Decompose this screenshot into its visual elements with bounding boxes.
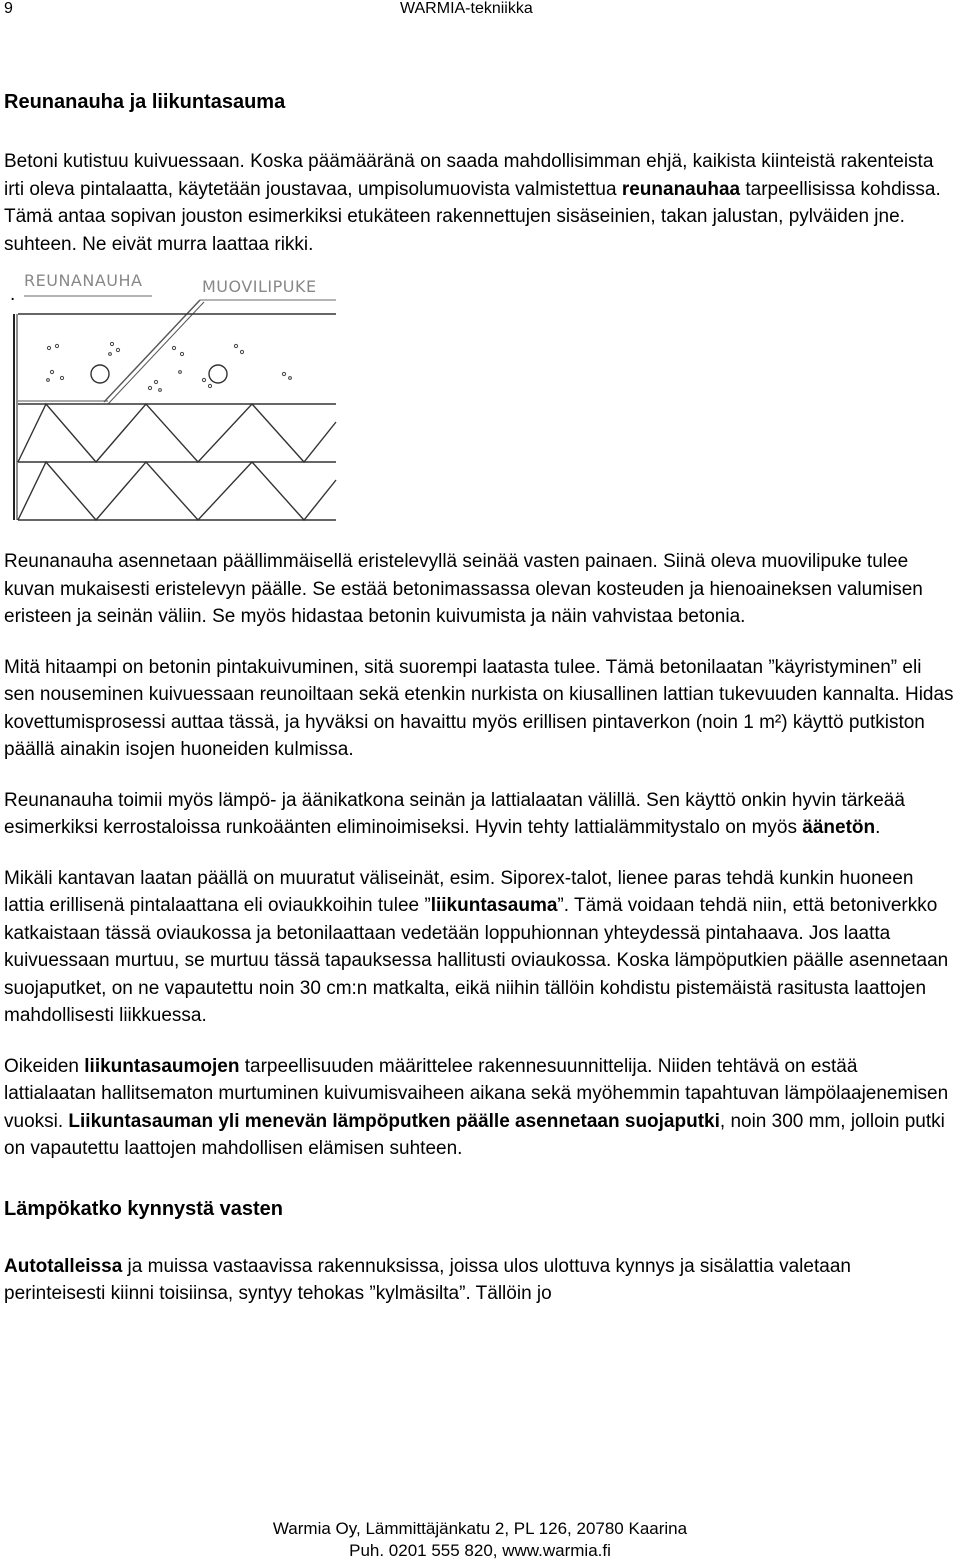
paragraph-sound-insulation [4,787,954,842]
paragraph-garage [4,1253,954,1308]
section-heading: Lämpökatko kynnystä vasten [4,1197,283,1220]
page-content [4,88,954,1308]
edge-strip-diagram [4,262,954,528]
header-title: WARMIA-tekniikka [400,0,533,17]
bold-term: Autotalleissa [4,1255,123,1277]
text-run: Reunanauha toimii myös lämpö- ja äänikatkona seinän ja lattialaatan välillä. Sen käyttö onkin hyvin tärkeää esimerkiksi kerrostaloissa runkoäänten eliminoimiseksi. Hyvin tehty lattialämmitystalo on myös [4,789,905,838]
label-reunanauha: REUNANAUHA [24,271,143,290]
text-run: ”. Tämä voidaan tehdä niin, että betoniverkko katkaistaan tässä oviaukossa ja betonilaattaan vedetään loppuhionnan yhteydessä pintahaava. Jos laatta kuivuessaan murtuu, se murtuu tässä tapauksessa hallitusti oviaukossa. Koska lämpöputkien päälle asennetaan suojaputket, on ne vapautettu noin 30 cm:n matkalta, eikä niihin tällöin kohdistu pistemäistä rasitusta laattojen mahdollisesti liikkuessa. [4,895,949,1026]
bold-term: liikuntasaumojen [84,1055,240,1077]
footer-address: Warmia Oy, Lämmittäjänkatu 2, PL 126, 20780 Kaarina [272,1519,688,1538]
bold-term: liikuntasauma [430,895,558,916]
figure-dot: . [10,284,16,305]
text-run: , noin 300 mm, jolloin putki on vapautettu laattojen mahdollisen elämisen suhteen. [4,1110,945,1159]
paragraph-intro [4,148,954,258]
bold-term: Liikuntasauman yli menevän lämpöputken päälle asennetaan suojaputki [68,1110,720,1132]
bold-term: äänetön [802,817,876,838]
page-header [0,0,960,20]
paragraph-joint-design [4,1053,954,1163]
footer-contact: Puh. 0201 555 820, www.warmia.fi [349,1541,611,1560]
label-muovilipuke: MUOVILIPUKE [202,277,317,296]
text-run: Oikeiden [4,1055,85,1077]
paragraph-movement-joint [4,865,954,1030]
text-run: . [875,817,881,838]
edge-strip-figure [4,262,954,528]
text-run: tarpeellisissa kohdissa. Tämä antaa sopivan jouston esimerkiksi etukäteen rakennettujen sisäseinien, takan jalustan, pylväiden jne. suhteen. Ne eivät murra laattaa rikki. [4,178,941,255]
bold-term: reunanauhaa [621,178,741,200]
section-heading: Reunanauha ja liikuntasauma [4,91,286,113]
text-run: Mikäli kantavan laatan päällä on muuratut väliseinät, esim. Siporex-talot, lienee paras tehdä kunkin huoneen lattia erillisenä pintalaattana eli oviaukkoihin tulee ” [4,867,914,916]
paragraph-curling: Mitä hitaampi on betonin pintakuivuminen, sitä suorempi laatasta tulee. Tämä betonilaatan ”käyristyminen” eli sen nouseminen kuivuessaan reunoiltaan sekä etenkin nurkista on kiusallinen lattian tukevuuden kannalta. Hidas kovettumisprosessi auttaa tässä, ja hyväksi on havaittu myös erillisen pintaverkon (noin 1 m²) käyttö putkiston päällä ainakin isojen huoneiden kulmissa. [4,656,954,760]
text-run: ja muissa vastaavissa rakennuksissa, joissa ulos ulottuva kynnys ja sisälattia valetaan perinteisesti kiinni toisiinsa, syntyy tehokas ”kylmäsilta”. Tällöin jo [4,1255,851,1304]
page-number: 9 [4,0,13,17]
paragraph-installation: Reunanauha asennetaan päällimmäisellä eristelevyllä seinää vasten painaen. Siinä oleva muovilipuke tulee kuvan mukaisesti eristelevyn päälle. Se estää betonimassassa olevan kosteuden ja hienoaineksen valumisen eristeen ja seinän väliin. Se myös hidastaa betonin kuivumista ja näin vahvistaa betonia. [4,551,923,627]
text-run: Betoni kutistuu kuivuessaan. Koska päämääränä on saada mahdollisimman ehjä, kaikista kiinteistä rakenteista irti oleva pintalaatta, käytetään joustavaa, umpisolumuovista valmistettua [4,151,934,200]
text-run: tarpeellisuuden määrittelee rakennesuunnittelija. Niiden tehtävä on estää lattialaatan hallitsematon murtuminen kuivumisvaiheen aikana sekä myöhemmin tapahtuvan lämpölaajenemisen vuoksi. [4,1055,949,1132]
